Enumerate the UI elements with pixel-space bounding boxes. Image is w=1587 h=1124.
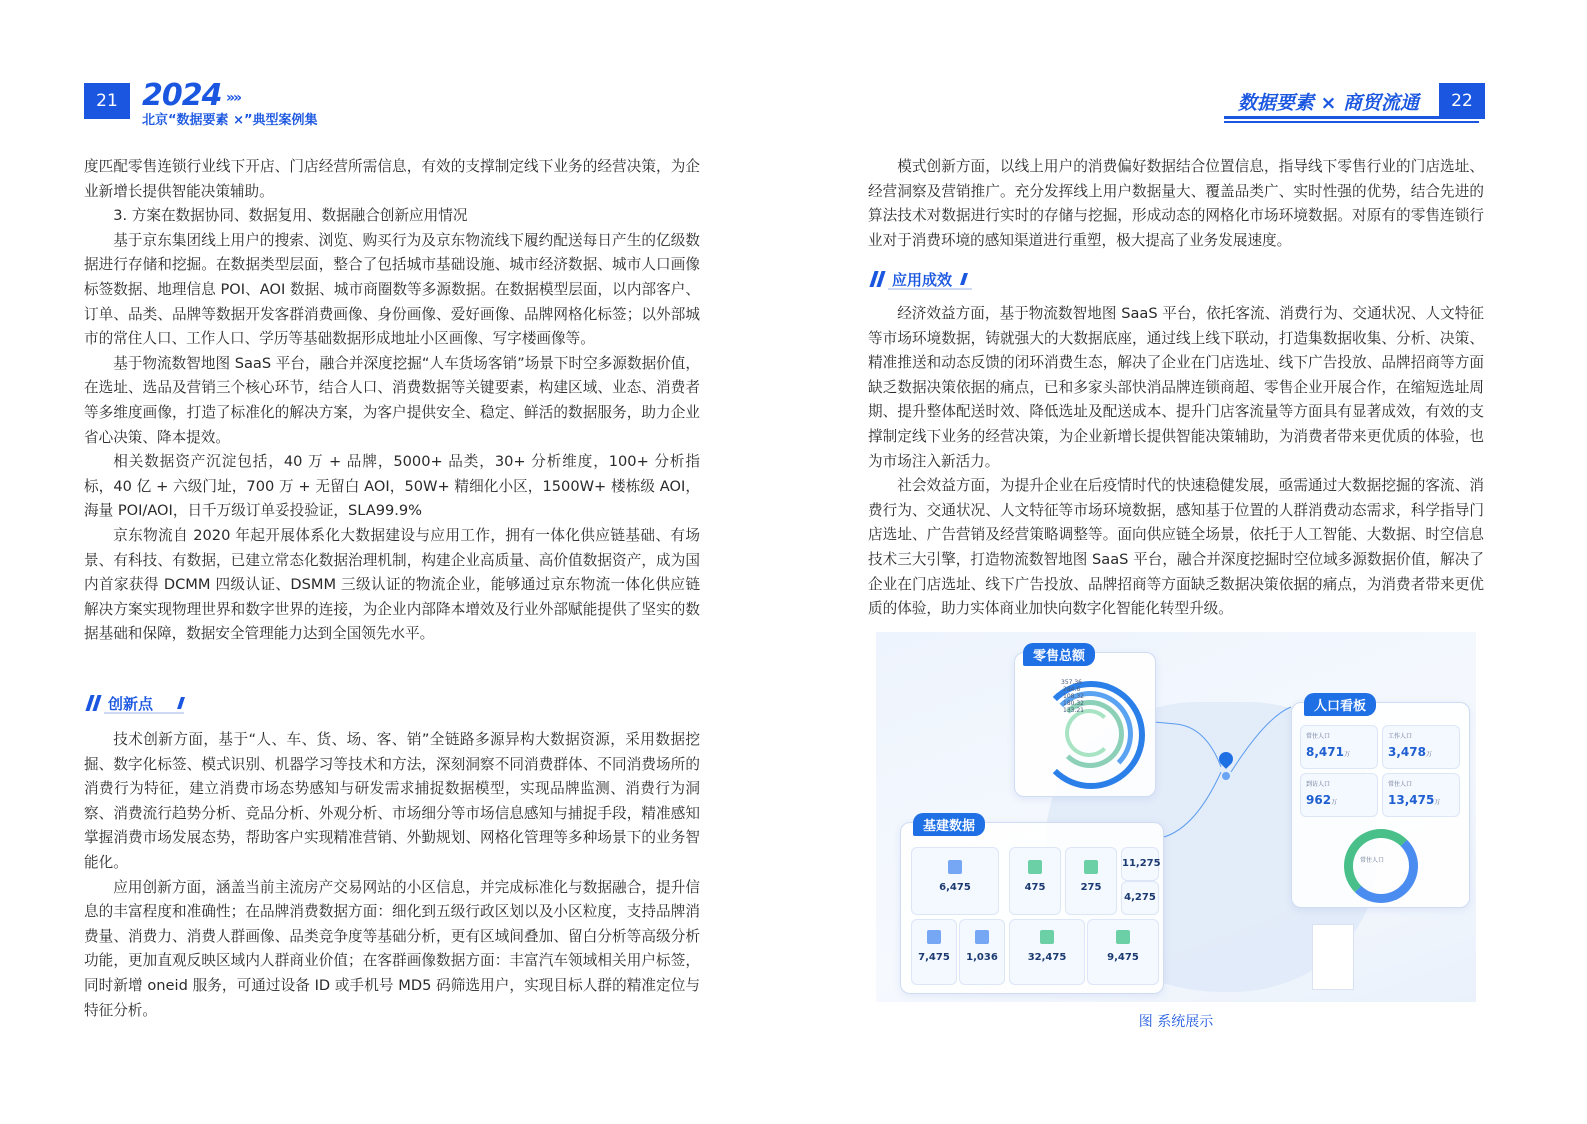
paragraph: 京东物流自 2020 年起开展体系化大数据建设与应用工作，拥有一体化供应链基础、有场景、有科技、有数据，已建立常态化数据治理机制，构建企业高质量、高价值数据资产，成为国内首家获得 DCMM 四级认证、DSMM 三级认证的物流企业，能够通过京东物流一体化供应链解决方案实现物理世界和数字世界的连接，为企业内部降本增效及行业外部赋能提供了坚实的数据基础和保障，数据安全管理能力达到全国领先水平。 (84, 526, 700, 643)
tile-value: 475 (1024, 882, 1046, 893)
retail-total-title: 零售总额 (1023, 643, 1095, 666)
section-title: 创新点 (108, 694, 154, 713)
section-heading-results (870, 268, 966, 290)
tile-value: 9,475 (1107, 952, 1139, 963)
infra-tile (911, 847, 999, 915)
ring-value: 180.32 (1063, 700, 1084, 707)
section-title: 应用成效 (892, 270, 953, 289)
figure-caption: 图 系统展示 (1138, 1014, 1214, 1030)
card-label: 到访人口 (1306, 781, 1331, 788)
right-body-top (868, 155, 1484, 253)
ring-value: 108.32 (1063, 693, 1084, 700)
section-bars-icon (870, 270, 886, 288)
ring-value: 133.21 (1063, 707, 1084, 714)
tile-value: 6,475 (939, 882, 971, 893)
card-value: 8,471万 (1306, 745, 1350, 759)
paragraph: 经济效益方面，基于物流数智地图 SaaS 平台，依托客流、消费行为、交通状况、人文特征等市场环境数据，铸就强大的大数据底座，通过线上线下联动，打造集数据收集、分析、决策、精准推送和动态反馈的闭环消费生态，解决了企业在门店选址、线下广告投放、品牌招商等方面缺乏数据决策依据的痛点，已和多家头部快消品牌连锁商超、零售企业开展合作，在缩短选址周期、提升整体配送时效、降低选址及配送成本、提升门店客流量等方面具有显著成效，有效的支撑制定线下业务的经营决策，为企业新增长提供智能决策辅助，为消费者带来更优质的体验，也为市场注入新活力。 (868, 305, 1484, 470)
infra-tile (1121, 847, 1159, 881)
paragraph: 基于物流数智地图 SaaS 平台，融合并深度挖掘“人车货场客销”场景下时空多源数据价值，在选址、选品及营销三个核心环节，结合人口、消费数据等关键要素，构建区域、业态、消费者等多维度画像，打造了标准化的解决方案，为客户提供安全、稳定、鲜活的数据服务，助力企业省心决策、降本提效。 (84, 354, 700, 446)
paragraph: 技术创新方面，基于“人、车、货、场、客、销”全链路多源异构大数据资源，采用数据挖掘、数字化标签、模式识别、机器学习等技术和方法，深刻洞察不同消费群体、不同消费场所的消费行为特征，建立消费市场态势感知与研发需求捕捉数据模型，实现品牌监测、消费行为洞察、消费流行趋势分析、竞品分析、外观分析、市场细分等市场信息感知与捕捉手段，精准感知掌握消费市场发展态势，帮助客户实现精准营销、外勤规划、网格化管理等多种场景下的业务智能化。 (84, 731, 700, 871)
building-icon (948, 860, 962, 874)
page-number-right: 22 (1439, 83, 1485, 119)
building-icon (1116, 930, 1130, 944)
infrastructure-title: 基建数据 (913, 813, 985, 836)
paragraph: 社会效益方面，为提升企业在后疫情时代的快速稳健发展，亟需通过大数据挖掘的客流、消费行为、交通状况、人文特征等市场环境数据，感知基于位置的人群消费动态需求，科学指导门店选址、广告营销及经营策略调整等。面向供应链全场景，依托于人工智能、大数据、时空信息技术三大引擎，打造物流数智地图 SaaS 平台，融合并深度挖掘时空位域多源数据价值，解决了企业在门店选址、线下广告投放、品牌招商等方面缺乏数据决策依据的痛点，为消费者带来更优质的体验，助力实体商业加快向数字化智能化转型升级。 (868, 477, 1484, 618)
logo-subtitle: 北京“数据要素 ×”典型案例集 (142, 113, 318, 128)
left-body-top (84, 155, 700, 647)
card-value: 962万 (1306, 793, 1338, 807)
retail-total-panel (1014, 649, 1156, 797)
card-label: 工作人口 (1388, 733, 1413, 740)
paragraph: 应用创新方面，涵盖当前主流房产交易网站的小区信息，并完成标准化与数据融合，提升信息的丰富程度和准确性；在品牌消费数据方面：细化到五级行政区划以及小区粒度，支持品牌消费量、消费力、消费人群画像、品类竞争度等基础分析，更有区域间叠加、留白分析等高级分析功能，更加直观反映区域内人群商业价值；在客群画像数据方面：丰富汽车领域相关用户标签，同时新增 oneid 服务，可通过设备 ID 或手机号 MD5 码筛选用户，实现目标人群的精准定位与特征分析。 (84, 878, 700, 1019)
building-icon (1040, 930, 1054, 944)
tile-value: 7,475 (918, 952, 950, 963)
logo-year: 2024 (142, 78, 222, 113)
card-value: 3,478万 (1388, 745, 1432, 759)
system-screenshot-figure (876, 632, 1476, 1002)
tile-value: 32,475 (1027, 952, 1067, 963)
infra-tile (959, 919, 1005, 985)
tile-value: 1,036 (966, 952, 998, 963)
chart-icon (975, 930, 989, 944)
section-underline (888, 288, 972, 290)
card-value: 13,475万 (1388, 793, 1441, 807)
donut-label: 常住人口 (1360, 857, 1385, 864)
section-underline (104, 712, 184, 714)
chart-icon (927, 930, 941, 944)
infra-tile (1009, 919, 1085, 985)
infra-tile (1087, 919, 1159, 985)
card-label: 常住人口 (1306, 733, 1331, 740)
section-heading-innovation (86, 692, 183, 714)
card-label: 常住人口 (1388, 781, 1413, 788)
ring-arc (1065, 709, 1113, 757)
section-bars-icon (86, 694, 102, 712)
location-dot-icon (1222, 772, 1230, 780)
ring-value: 284.6 (1063, 686, 1081, 693)
paragraph: 相关数据资产沉淀包括，40 万 + 品牌，5000+ 品类，30+ 分析维度，100+ 分析指标，40 亿 + 六级门址，700 万 + 无留白 AOI，50W+ 精细化小区，1500W+ 楼栋级 AOI，海量 POI/AOI，日千万级订单妥投验证，SLA99.9% (84, 453, 700, 520)
tile-value: 11,275 (1122, 858, 1161, 869)
paragraph: 模式创新方面，以线上用户的消费偏好数据结合位置信息，指导线下零售行业的门店选址、经营洞察及营销推广。充分发挥线上用户数据量大、覆盖品类广、实时性强的优势，结合先进的算法技术对数据进行实时的存储与挖掘，形成动态的网格化市场环境数据。对原有的零售连锁行业对于消费环境的感知渠道进行重塑，极大提高了业务发展速度。 (868, 158, 1484, 249)
mini-map-thumbnail (1312, 924, 1354, 990)
logo-arrows-icon: »» (226, 90, 241, 106)
infra-tile (1121, 881, 1159, 915)
population-donut (1344, 829, 1418, 903)
page-number-left: 21 (84, 83, 130, 119)
building-icon (1028, 860, 1042, 874)
ring-value: 357.36 (1061, 679, 1082, 686)
paragraph: 基于京东集团线上用户的搜索、浏览、购买行为及京东物流线下履约配送每日产生的亿级数据进行存储和挖掘。在数据类型层面，整合了包括城市基础设施、城市经济数据、城市人口画像标签数据、地理信息 POI、AOI 数据、城市商圈数等多源数据。在数据模型层面，以内部客户、订单、品类、品牌等数据开发客群消费画像、身份画像、爱好画像、品牌网格化标签；以外部城市的常住人口、工作人口、学历等基础数据形成地址小区画像、写字楼画像等。 (84, 231, 700, 348)
infra-tile (1009, 847, 1061, 915)
subheading: 3. 方案在数据协同、数据复用、数据融合创新应用情况 (113, 207, 468, 225)
tile-value: 275 (1080, 882, 1102, 893)
building-icon (1084, 860, 1098, 874)
left-body-bottom (84, 728, 700, 1023)
infrastructure-panel (900, 819, 1164, 994)
right-body-bottom (868, 302, 1484, 622)
header-title: 数据要素 × 商贸流通 (1237, 92, 1419, 114)
tile-value: 4,275 (1124, 892, 1156, 903)
population-panel (1291, 699, 1470, 908)
paragraph: 度匹配零售连锁行业线下开店、门店经营所需信息，有效的支撑制定线下业务的经营决策，为企业新增长提供智能决策辅助。 (84, 158, 700, 200)
population-title: 人口看板 (1304, 693, 1376, 716)
infra-tile (1065, 847, 1117, 915)
header-rule (1224, 121, 1479, 123)
infra-tile (911, 919, 957, 985)
